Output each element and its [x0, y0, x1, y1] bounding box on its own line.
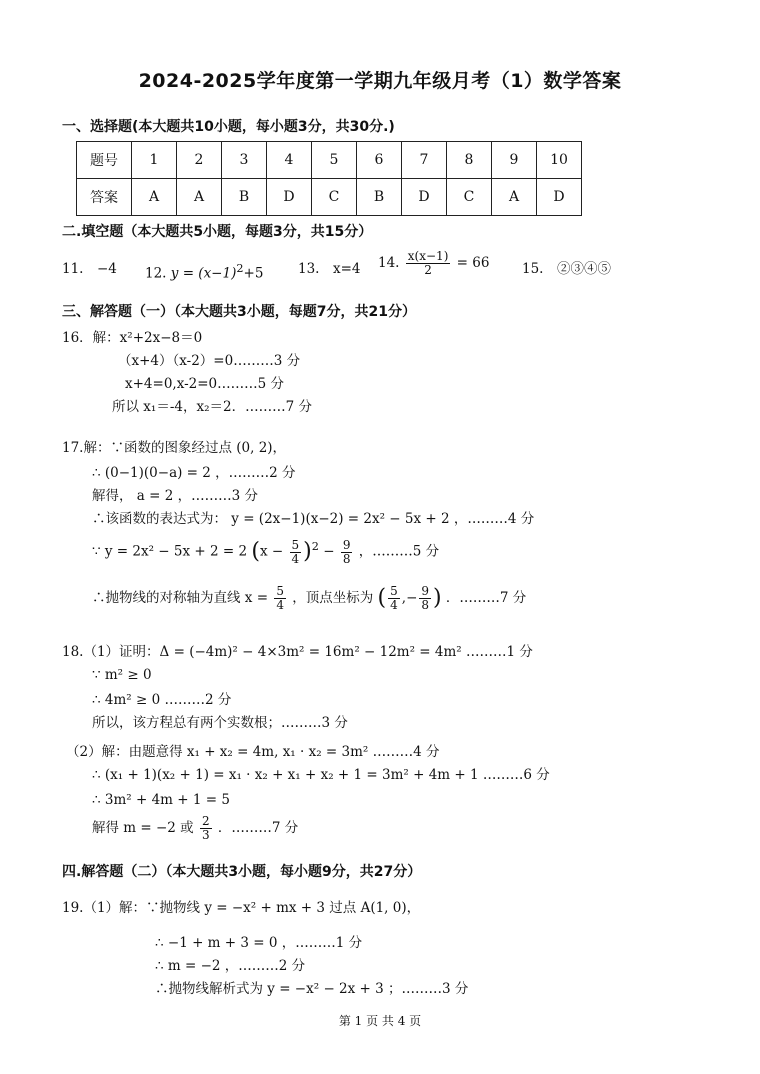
- table-cell-number: 8: [447, 142, 492, 179]
- q18-line-8: [92, 815, 298, 842]
- table-cell-number: 6: [357, 142, 402, 179]
- table-cell-number: 4: [267, 142, 312, 179]
- q17-l5-inner: x −: [259, 543, 284, 560]
- q17-line-1: 17.解：∵函数的图象经过点 (0, 2)，: [62, 440, 287, 456]
- answer-table: [76, 141, 582, 216]
- table-cell-answer: A: [177, 179, 222, 216]
- table-cell-answer: A: [492, 179, 537, 216]
- q19-line-2: ∴ −1 + m + 3 = 0 ，………1 分: [155, 935, 363, 951]
- q17-l5-end: ，………5 分: [358, 543, 440, 560]
- table-cell-answer: A: [132, 179, 177, 216]
- q14-denominator: 2: [424, 263, 432, 277]
- q17-l5-minus: −: [323, 543, 335, 560]
- q19-line-4: ∴抛物线解析式为 y = −x² − 2x + 3 ；………3 分: [155, 981, 469, 997]
- frac-denominator: 8: [342, 551, 351, 566]
- frac-denominator: 4: [390, 598, 398, 612]
- table-row-numbers: [77, 142, 582, 179]
- fill-answer-11: 11. −4: [62, 261, 117, 277]
- table-cell-answer: D: [402, 179, 447, 216]
- q19-line-3: ∴ m = −2 ，………2 分: [155, 958, 306, 974]
- q16-line-1: 16．解：x²+2x−8＝0: [62, 330, 203, 346]
- q18-line-4: 所以，该方程总有两个实数根；………3 分: [92, 715, 348, 731]
- fill-answer-14: [378, 250, 489, 277]
- table-cell-answer: B: [357, 179, 402, 216]
- q14-fraction: [406, 250, 451, 277]
- page-title: 2024-2025学年度第一学期九年级月考（1）数学答案: [138, 70, 622, 92]
- page-footer: 第 1 页 共 4 页: [338, 1014, 422, 1028]
- q17-l5-frac-a: [290, 539, 302, 566]
- frac-denominator: 3: [201, 828, 210, 842]
- q17-l5-start: ∵ y = 2x² − 5x + 2 = 2: [92, 543, 248, 560]
- section-fill-heading: 二.填空题（本大题共5小题，每题3分，共15分）: [62, 224, 373, 240]
- q17-line-4: ∴该函数的表达式为： y = (2x−1)(x−2) = 2x² − 5x + 2 ，………4 分: [92, 511, 535, 527]
- frac-numerator: 5: [291, 537, 300, 552]
- table-cell-answer: C: [312, 179, 357, 216]
- frac-numerator: 2: [201, 814, 210, 828]
- q16-line-4: 所以 x₁＝-4，x₂＝2．………7 分: [112, 399, 312, 415]
- table-cell-answer: C: [447, 179, 492, 216]
- q17-l6-mid: ，顶点坐标为: [292, 590, 374, 606]
- q18-line-7: ∴ 3m² + 4m + 1 = 5: [92, 792, 230, 808]
- q18-l8-start: 解得 m = −2 或: [92, 820, 194, 836]
- q17-line-2: ∴ (0−1)(0−a) = 2 ，………2 分: [92, 465, 296, 481]
- q18-line-1: 18.（1）证明：Δ = (−4m)² − 4×3m² = 16m² − 12m² = 4m² ………1 分: [62, 644, 533, 660]
- frac-numerator: 5: [276, 584, 284, 598]
- table-head-answer: 答案: [77, 179, 132, 216]
- table-cell-number: 10: [537, 142, 582, 179]
- q14-label: 14.: [378, 255, 400, 271]
- table-row-answers: [77, 179, 582, 216]
- q17-line-6: ∴抛物线的对称轴为直线 x = $\frac{5}{4}$ ，顶点坐标为 ( $\frac{5}{4}$ ,− $\frac{9}{8}$ ) ．………7 分: [92, 584, 527, 612]
- fill-answer-15: 15. ②③④⑤: [522, 261, 611, 277]
- q14-tail: = 66: [456, 255, 490, 271]
- q12-expression: y = (x−1): [170, 265, 237, 282]
- q17-line-3: 解得， a = 2 ，………3 分: [92, 488, 258, 504]
- section-solve-one-heading: 三、解答题（一）（本大题共3小题，每题7分，共21分）: [62, 304, 416, 320]
- q19-line-1: 19.（1）解：∵抛物线 y = −x² + mx + 3 过点 A(1, 0)，: [62, 900, 421, 916]
- q18-line-5: （2）解：由题意得 x₁ + x₂ = 4m, x₁ · x₂ = 3m² ………4 分: [66, 744, 440, 760]
- q12-label: 12.: [145, 265, 167, 282]
- q18-line-6: ∴ (x₁ + 1)(x₂ + 1) = x₁ · x₂ + x₁ + x₂ + 1 = 3m² + 4m + 1 ………6 分: [92, 767, 550, 783]
- section-choice-heading: 一、选择题(本大题共10小题，每小题3分，共30分.): [62, 119, 395, 135]
- q17-l5-frac-b: [341, 539, 353, 566]
- table-head-number: 题号: [77, 142, 132, 179]
- frac-numerator: 9: [342, 537, 351, 552]
- q12-tail: +5: [243, 265, 264, 282]
- q16-line-3: x+4=0,x-2=0………5 分: [125, 376, 285, 392]
- q18-line-3: ∴ 4m² ≥ 0 ………2 分: [92, 692, 232, 708]
- table-cell-number: 1: [132, 142, 177, 179]
- q17-l6-end: ．………7 分: [445, 590, 527, 606]
- frac-denominator: 8: [421, 598, 430, 612]
- q18-l8-frac: [200, 815, 212, 842]
- table-cell-number: 7: [402, 142, 447, 179]
- table-cell-answer: D: [267, 179, 312, 216]
- frac-denominator: 4: [291, 551, 300, 566]
- q17-l6-frac-c: [419, 585, 431, 612]
- fill-answer-12: 12. $y = (x-1)^2+5$: [145, 262, 264, 282]
- q16-line-2: （x+4）（x-2）=0………3 分: [118, 353, 301, 369]
- q14-numerator: x(x−1): [407, 249, 449, 263]
- frac-numerator: 9: [421, 584, 430, 598]
- table-cell-number: 3: [222, 142, 267, 179]
- q17-l6-frac-b: [388, 585, 400, 612]
- section-solve-two-heading: 四.解答题（二）（本大题共3小题，每小题9分，共27分）: [62, 864, 422, 880]
- q17-l6-start: ∴抛物线的对称轴为直线 x =: [92, 590, 269, 606]
- q17-line-5: ∵ y = 2x² − 5x + 2 = 2 (x − $\frac{5}{4}$ )$^2$ − $\frac{9}{8}$ ，………5 分: [92, 537, 440, 566]
- table-cell-number: 5: [312, 142, 357, 179]
- q18-l8-end: ．………7 分: [217, 820, 299, 836]
- frac-denominator: 4: [276, 598, 284, 612]
- table-cell-answer: D: [537, 179, 582, 216]
- table-cell-number: 2: [177, 142, 222, 179]
- frac-numerator: 5: [390, 584, 398, 598]
- fill-answer-13: 13. x=4: [298, 261, 361, 277]
- q17-l6-frac-a: [274, 585, 286, 612]
- q18-line-2: ∵ m² ≥ 0: [92, 667, 152, 683]
- table-cell-number: 9: [492, 142, 537, 179]
- table-cell-answer: B: [222, 179, 267, 216]
